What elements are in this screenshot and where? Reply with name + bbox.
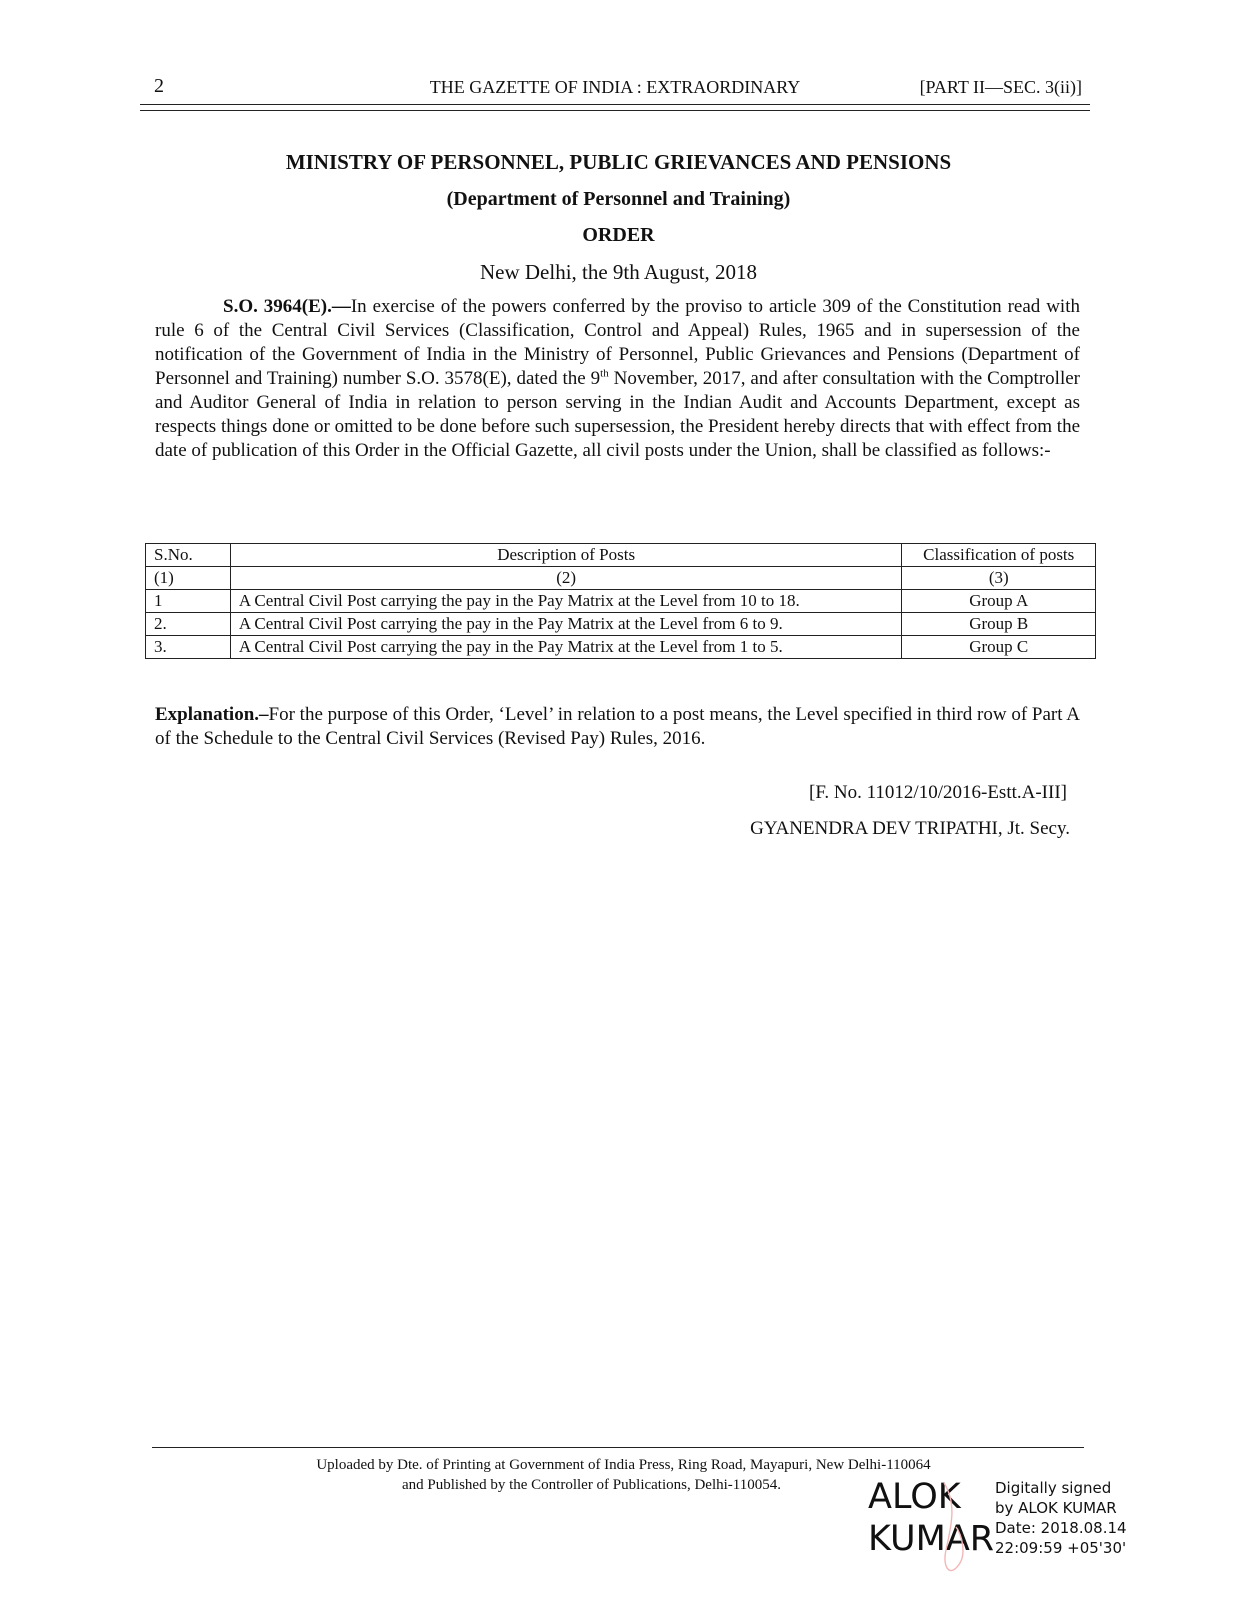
table-row — [146, 636, 1096, 659]
column-number-2: (2) — [230, 567, 902, 590]
row-classification: Group C — [902, 636, 1096, 659]
footer-line-1: Uploaded by Dte. of Printing at Government of India Press, Ring Road, Mayapuri, New Delhi-110064 — [316, 1457, 931, 1473]
column-number-3: (3) — [902, 567, 1096, 590]
signature-line-2: by ALOK KUMAR — [995, 1499, 1117, 1517]
signatory: GYANENDRA DEV TRIPATHI, Jt. Secy. — [750, 818, 1070, 839]
header-description: Description of Posts — [230, 544, 902, 567]
department-heading: (Department of Personnel and Training) — [446, 188, 791, 210]
classification-table — [145, 543, 1096, 659]
header-rule-bottom — [140, 110, 1090, 111]
table-row — [146, 590, 1096, 613]
order-heading: ORDER — [582, 224, 655, 246]
footer-line-2: and Published by the Controller of Publications, Delhi-110054. — [402, 1477, 781, 1493]
signature-line-3: Date: 2018.08.14 — [995, 1519, 1127, 1537]
row-sno: 1 — [146, 590, 231, 613]
row-description: A Central Civil Post carrying the pay in the Pay Matrix at the Level from 6 to 9. — [230, 613, 902, 636]
page-number: 2 — [154, 75, 164, 97]
running-header — [140, 75, 1090, 101]
explanation-text: For the purpose of this Order, ‘Level’ in relation to a post means, the Level specified in third row of Part A of the Schedule to the Central Civil Services (Revised Pay) Rules, 2016. — [155, 704, 1080, 749]
gazette-title: THE GAZETTE OF INDIA : EXTRAORDINARY — [429, 77, 801, 97]
so-number: S.O. 3964(E).— — [223, 296, 351, 317]
row-description: A Central Civil Post carrying the pay in the Pay Matrix at the Level from 1 to 5. — [230, 636, 902, 659]
signature-first-name: ALOK — [868, 1477, 961, 1517]
table-row — [146, 613, 1096, 636]
table-column-number-row — [146, 567, 1096, 590]
row-description: A Central Civil Post carrying the pay in the Pay Matrix at the Level from 10 to 18. — [230, 590, 902, 613]
order-text-part2: November, 2017, and after consultation with the Comptroller and Auditor General of India in relation to person serving in the Indian Audit and Accounts Department, except as respects things done or omitted to be done before such supersession, the President hereby directs that with effect from the date of publication of this Order in the Official Gazette, all civil posts under the Union, shall be classified as follows:- — [155, 368, 1080, 461]
footer-rule — [152, 1447, 1084, 1448]
explanation-label: Explanation.– — [155, 704, 269, 725]
row-classification: Group A — [902, 590, 1096, 613]
header-classification: Classification of posts — [902, 544, 1096, 567]
ordinal-superscript: th — [600, 367, 609, 380]
header-sno: S.No. — [146, 544, 231, 567]
part-section: [PART II—SEC. 3(ii)] — [919, 77, 1082, 97]
explanation-paragraph — [155, 703, 1080, 751]
table-header-row — [146, 544, 1096, 567]
digital-signature-info — [995, 1478, 1127, 1558]
order-text-part1: In exercise of the powers conferred by the proviso to article 309 of the Constitution read with rule 6 of the Central Civil Services (Classification, Control and Appeal) Rules, 1965 and in supersession of the notification of the Government of India in the Ministry of Personnel, Public Grievances and Pensions (Department of Personnel and Training) number S.O. 3578(E), dated the 9 — [155, 296, 1080, 389]
signature-line-1: Digitally signed — [995, 1479, 1112, 1497]
signature-line-4: 22:09:59 +05'30' — [995, 1539, 1127, 1557]
column-number-1: (1) — [146, 567, 231, 590]
row-sno: 2. — [146, 613, 231, 636]
row-classification: Group B — [902, 613, 1096, 636]
file-reference: [F. No. 11012/10/2016-Estt.A-III] — [809, 782, 1067, 803]
header-rule-top — [140, 104, 1090, 105]
row-sno: 3. — [146, 636, 231, 659]
signature-flourish-icon — [936, 1475, 976, 1585]
order-paragraph — [155, 295, 1080, 463]
date-line: New Delhi, the 9th August, 2018 — [479, 260, 758, 284]
ministry-heading: MINISTRY OF PERSONNEL, PUBLIC GRIEVANCES AND PENSIONS — [285, 150, 952, 174]
signature-last-name: KUMAR — [868, 1519, 995, 1559]
